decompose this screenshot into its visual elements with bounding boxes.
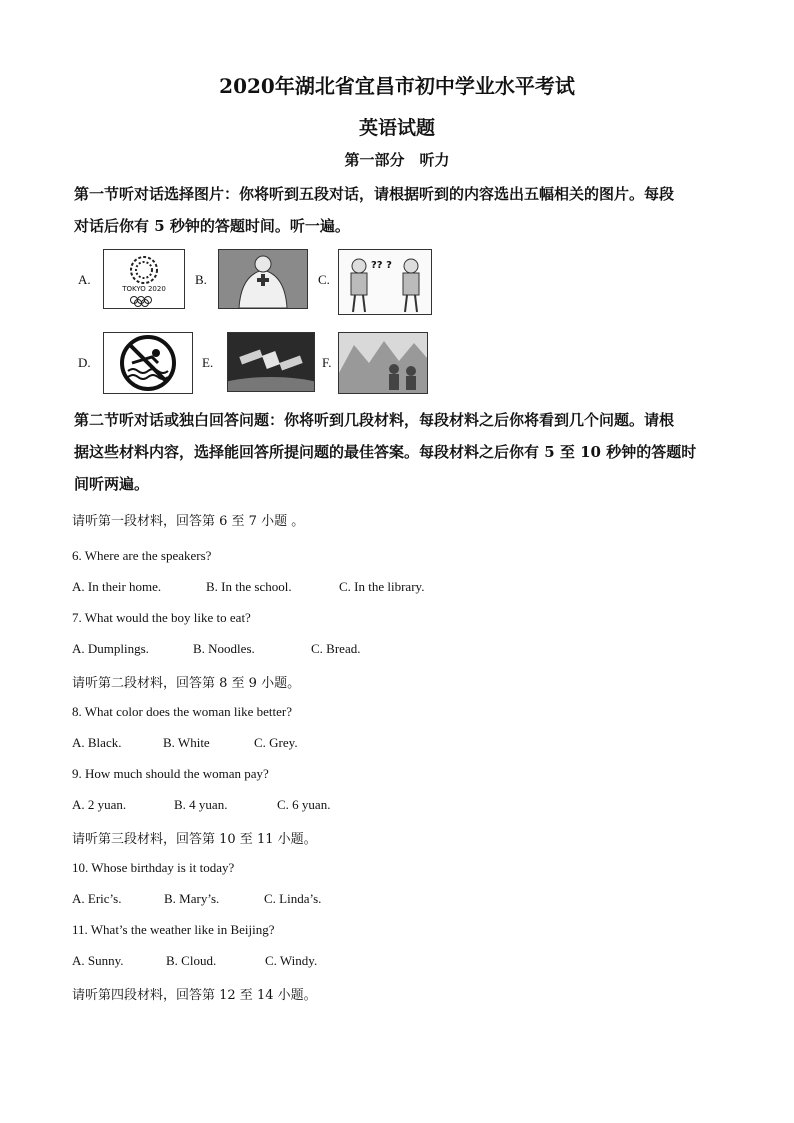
question-8-option-a: A. Black. [72,735,122,750]
picture-e [227,332,315,392]
question-10: 10. Whose birthday is it today? [72,860,235,875]
question-8-option-b: B. White [163,735,210,750]
section2-instructions-line3: 间听两遍。 [74,475,150,493]
question-7-option-c: C. Bread. [311,641,361,656]
question-6: 6. Where are the speakers? [72,548,212,563]
picture-d [103,332,193,394]
section2-instructions-line2: 据这些材料内容，选择能回答所提问题的最佳答案。每段材料之后你有 5 至 10 秒钟的答题时 [74,443,697,461]
no-swimming-sign-icon [104,333,192,393]
part-heading: 第一部分 听力 [344,151,450,169]
olympic-logo-icon [104,250,184,308]
question-9-option-c: C. 6 yuan. [277,797,331,812]
picture-label-d: D. [78,355,91,370]
question-11-option-b: B. Cloud. [166,953,217,968]
question-9-option-b: B. 4 yuan. [174,797,228,812]
question-7: 7. What would the boy like to eat? [72,610,251,625]
picture-label-a: A. [78,272,91,287]
question-7-option-b: B. Noodles. [193,641,255,656]
material-intro-1: 请听第一段材料，回答第 6 至 7 小题 。 [72,514,305,529]
question-8-option-c: C. Grey. [254,735,298,750]
question-9: 9. How much should the woman pay? [72,766,269,781]
exam-title: 2020年湖北省宜昌市初中学业水平考试 [219,74,575,98]
material-intro-2: 请听第二段材料，回答第 8 至 9 小题。 [72,676,301,691]
picture-label-e: E. [202,355,214,370]
picture-c [338,249,432,315]
question-10-option-a: A. Eric’s. [72,891,122,906]
section1-instructions-line2: 对话后你有 5 秒钟的答题时间。听一遍。 [74,217,350,235]
picture-label-b: B. [195,272,207,287]
section2-instructions-line1: 第二节听对话或独白回答问题：你将听到几段材料，每段材料之后你将看到几个问题。请根 [74,411,675,429]
doctor-figure-icon [219,250,307,308]
exam-subtitle: 英语试题 [358,117,435,139]
question-9-option-a: A. 2 yuan. [72,797,127,812]
picture-b [218,249,308,309]
section1-instructions-line1: 第一节听对话选择图片：你将听到五段对话，请根据听到的内容选出五幅相关的图片。每段 [74,185,675,203]
space-station-icon [228,333,314,391]
question-11: 11. What’s the weather like in Beijing? [72,922,275,937]
question-marks: ?? ? [371,260,392,271]
picture-f [338,332,428,394]
question-11-option-c: C. Windy. [265,953,318,968]
people-in-mountains-icon [339,333,427,393]
question-6-option-a: A. In their home. [72,579,162,594]
question-11-option-a: A. Sunny. [72,953,124,968]
picture-label-f: F. [322,355,332,370]
picture-label-c: C. [318,272,330,287]
question-6-option-b: B. In the school. [206,579,292,594]
question-6-option-c: C. In the library. [339,579,425,594]
question-10-option-b: B. Mary’s. [164,891,220,906]
material-intro-4: 请听第四段材料，回答第 12 至 14 小题。 [72,988,317,1003]
picture-a [103,249,185,309]
material-intro-3: 请听第三段材料，回答第 10 至 11 小题。 [72,832,317,847]
question-8: 8. What color does the woman like better? [72,704,292,719]
olympic-logo-caption: TOKYO 2020 [122,285,166,293]
question-10-option-c: C. Linda’s. [264,891,322,906]
question-7-option-a: A. Dumplings. [72,641,149,656]
